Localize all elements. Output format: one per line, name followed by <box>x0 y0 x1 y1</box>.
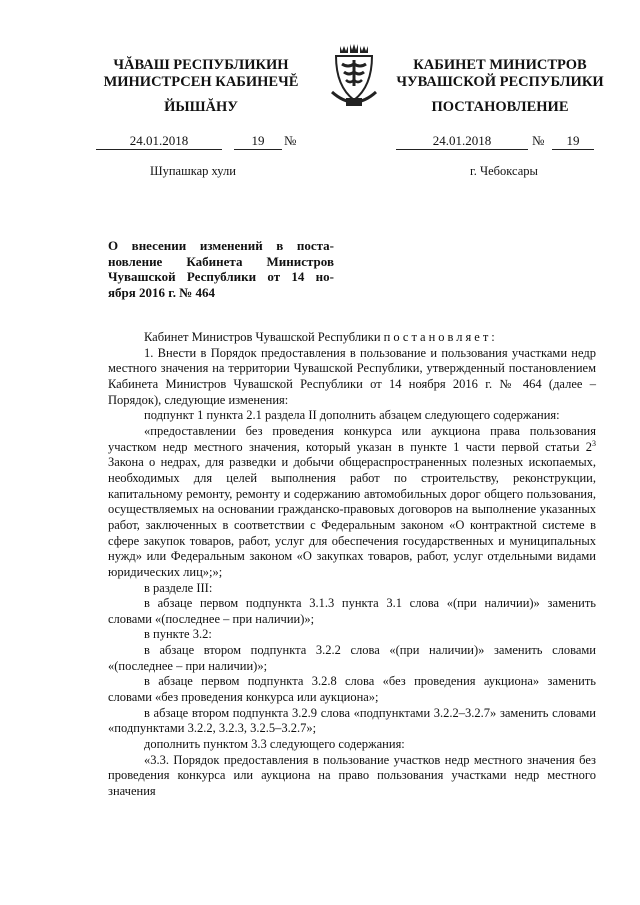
header-right-line2: ЧУВАШСКОЙ РЕСПУБЛИКИ <box>396 74 604 90</box>
title-line-3: Чувашской Республики от 14 но- <box>108 269 334 284</box>
header-right-doc-type: ПОСТАНОВЛЕНИЕ <box>431 99 569 115</box>
paragraph-1-decree-word: постановляет: <box>383 330 498 344</box>
title-line-2: новление Кабинета Министров <box>108 253 334 269</box>
paragraph-10: в абзаце втором подпункта 3.2.9 слова «подпунктами 3.2.2–3.2.7» заменить словами «подпунктами 3.2.2, 3.2.3, 3.2.5–3.2.7»; <box>108 705 596 736</box>
paragraph-9: в абзаце первом подпункта 3.2.8 слова «без проведения аукциона» заменить словами «без проведения конкурса или аукциона»; <box>108 674 596 705</box>
number-sign-left: № <box>284 133 297 148</box>
title-line-4: ября 2016 г. № 464 <box>108 284 216 300</box>
paragraph-4-superscript: 3 <box>592 438 596 448</box>
date-left: 24.01.2018 <box>96 133 222 150</box>
header-left-title <box>88 57 314 91</box>
title-line-1: О внесении изменений в поста- <box>108 238 334 253</box>
paragraph-3: подпункт 1 пункта 2.1 раздела II дополнить абзацем следующего содержания: <box>144 408 560 423</box>
number-left: 19 <box>234 133 282 150</box>
paragraph-8: в абзаце втором подпункта 3.2.2 слова «(при наличии)» заменить словами «(последнее – при наличии)»; <box>108 643 596 673</box>
paragraph-5: в разделе III: <box>144 580 213 595</box>
header-right-title <box>380 57 620 91</box>
paragraph-1 <box>108 330 596 346</box>
paragraph-4 <box>108 424 596 581</box>
paragraph-12: «3.3. Порядок предоставления в пользование участков недр местного значения без проведения конкурса или аукциона на право пользования участками недр местного значения <box>108 752 596 799</box>
paragraph-4-part2: Закона о недрах, для разведки и добычи общераспространенных полезных ископаемых, необходимых для целей выполнения работ по строительству, реконструкции, капитальному ремонту, ремонту и содержанию автомобильных дорог общего пользования, осуществляемых на основании гражданско-правовых договоров на выполнение указанных работ, заключенных в соответствии с Федеральным законом «О контрактной системе в сфере закупок товаров, работ, услуг для обеспечения государственных и муниципальных нужд» или Федеральным законом «О закупках товаров, работ, услуг отдельными видами юридических лиц»;»; <box>108 455 596 579</box>
paragraph-4-part1: «предоставлении без проведения конкурса или аукциона права пользования участком недр местного значения, который указан в пункте 1 части первой статьи 2 <box>108 423 596 454</box>
paragraph-2: 1. Внести в Порядок предоставления в пользование и пользования участками недр местного значения на территории Чувашской Республики, утвержденный постановлением Кабинета Министров Чувашской Республики от 14 ноября 2016 г. № 464 (далее – Порядок), следующие изменения: <box>108 345 596 407</box>
date-right: 24.01.2018 <box>396 133 528 150</box>
header-right-line1: КАБИНЕТ МИНИСТРОВ <box>413 57 587 73</box>
paragraph-11: дополнить пунктом 3.3 следующего содержания: <box>144 737 405 752</box>
place-left: Шупашкар хули <box>150 164 236 178</box>
document-title <box>108 238 334 300</box>
header-left-doc-type: ЙЫШĂНУ <box>164 99 238 115</box>
paragraph-6: в абзаце первом подпункта 3.1.3 пункта 3.1 слова «(при наличии)» заменить словами «(последнее – при наличии)»; <box>108 596 596 626</box>
place-right: г. Чебоксары <box>470 164 538 178</box>
header-left-line1: ЧĂВАШ РЕСПУБЛИКИН <box>113 57 289 73</box>
document-body <box>108 330 596 800</box>
header-left-line2: МИНИСТРСЕН КАБИНЕЧĔ <box>103 74 299 90</box>
coat-of-arms-icon <box>328 42 380 110</box>
number-right: 19 <box>552 133 594 150</box>
paragraph-7: в пункте 3.2: <box>144 627 212 642</box>
paragraph-1-prefix: Кабинет Министров Чувашской Республики <box>144 330 381 344</box>
number-sign-right: № <box>532 133 545 148</box>
